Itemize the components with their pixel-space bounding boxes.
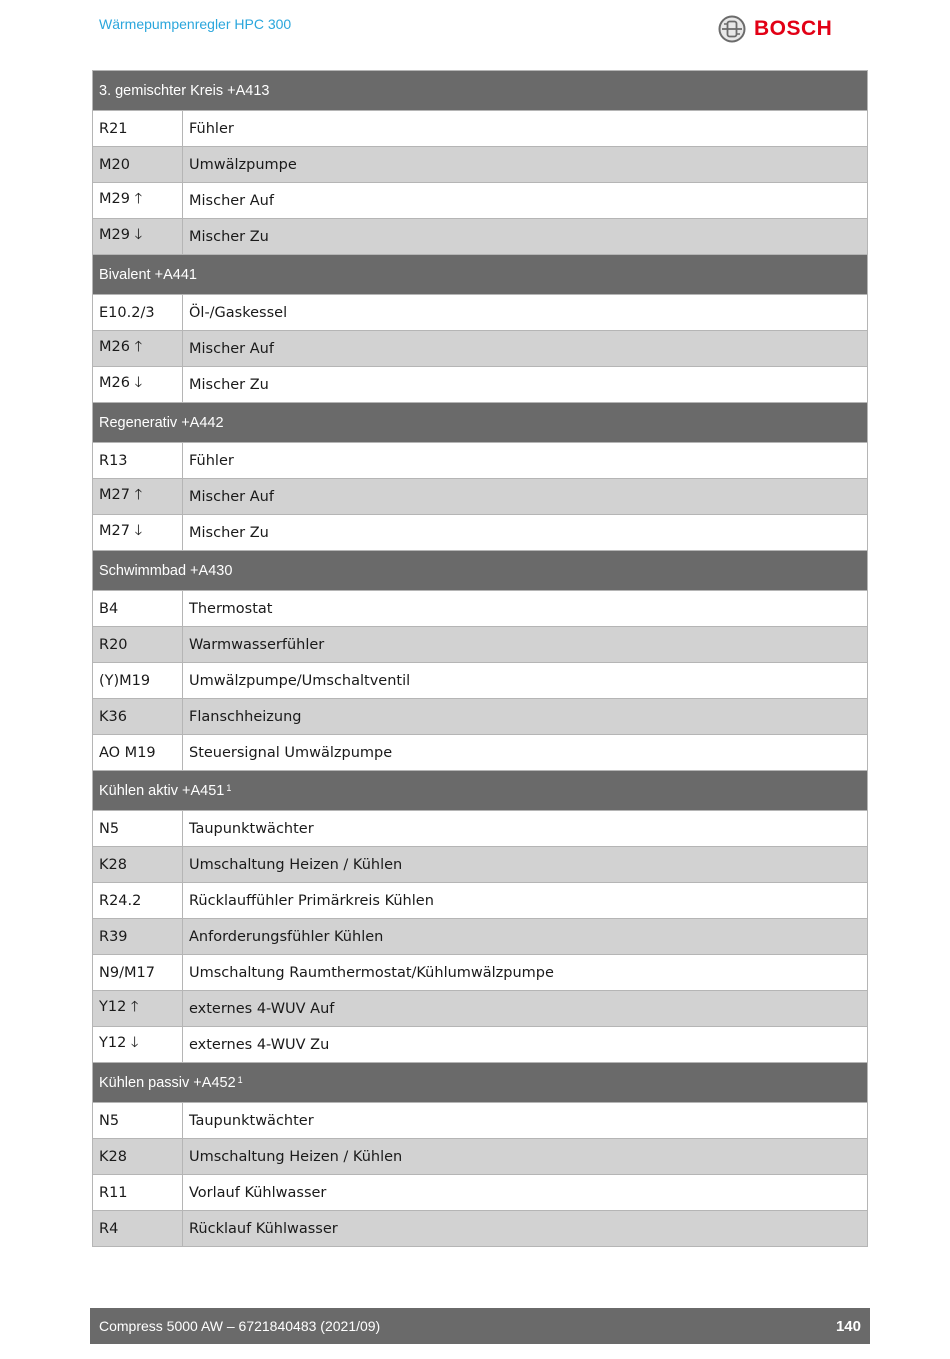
component-description: Rücklauf Kühlwasser xyxy=(189,1220,338,1237)
component-code: K28 xyxy=(93,847,183,882)
table-row xyxy=(92,811,868,847)
table-row xyxy=(92,1103,868,1139)
table-row xyxy=(92,111,868,147)
component-code: M29 🡓 xyxy=(93,219,183,254)
component-code: Y12 🡑 xyxy=(93,991,183,1026)
component-code: R21 xyxy=(93,111,183,146)
bosch-logo xyxy=(718,14,832,44)
section-header xyxy=(92,255,868,295)
footer-text: Compress 5000 AW – 6721840483 (2021/09) xyxy=(99,1318,381,1334)
page-footer xyxy=(90,1308,870,1344)
table-row xyxy=(92,147,868,183)
component-description: Thermostat xyxy=(189,600,273,617)
table-row xyxy=(92,479,868,515)
footnote-marker: 1 xyxy=(226,782,232,793)
component-description: Umwälzpumpe xyxy=(189,156,297,173)
footnote-marker: 1 xyxy=(237,1074,243,1085)
component-code: N5 xyxy=(93,1103,183,1138)
component-description: Umschaltung Heizen / Kühlen xyxy=(189,1148,403,1165)
component-table xyxy=(92,70,868,1247)
component-code: R24.2 xyxy=(93,883,183,918)
component-description: Umschaltung Raumthermostat/Kühlumwälzpumpe xyxy=(189,964,554,981)
table-row xyxy=(92,183,868,219)
component-description: Warmwasserfühler xyxy=(189,636,325,653)
table-row xyxy=(92,591,868,627)
component-description: Mischer Zu xyxy=(189,376,269,393)
doc-title: Wärmepumpenregler HPC 300 xyxy=(99,16,292,32)
section-title: Kühlen aktiv +A451 xyxy=(99,782,225,799)
component-code: R4 xyxy=(93,1211,183,1246)
table-row xyxy=(92,955,868,991)
component-description: Steuersignal Umwälzpumpe xyxy=(189,744,393,761)
component-description: Fühler xyxy=(189,452,234,469)
component-description: Umwälzpumpe/Umschaltventil xyxy=(189,672,411,689)
table-row xyxy=(92,847,868,883)
component-description: Umschaltung Heizen / Kühlen xyxy=(189,856,403,873)
table-row xyxy=(92,295,868,331)
component-description: externes 4-WUV Auf xyxy=(189,1000,335,1017)
section-title: Bivalent +A441 xyxy=(99,266,197,283)
component-code: N5 xyxy=(93,811,183,846)
component-description: Fühler xyxy=(189,120,234,137)
component-code: AO M19 xyxy=(93,735,183,770)
component-code: B4 xyxy=(93,591,183,626)
table-row xyxy=(92,367,868,403)
table-row xyxy=(92,699,868,735)
section-header xyxy=(92,1063,868,1103)
bosch-wordmark: BOSCH xyxy=(754,17,833,40)
component-description: externes 4-WUV Zu xyxy=(189,1036,330,1053)
component-code: E10.2/3 xyxy=(93,295,183,330)
component-code: M29 🡑 xyxy=(93,183,183,218)
section-title: Regenerativ +A442 xyxy=(99,414,224,431)
table-row xyxy=(92,627,868,663)
component-description: Taupunktwächter xyxy=(189,1112,314,1129)
bosch-armature-icon xyxy=(718,15,746,43)
component-code: Y12 🡓 xyxy=(93,1027,183,1062)
section-header xyxy=(92,551,868,591)
component-description: Taupunktwächter xyxy=(189,820,314,837)
table-row xyxy=(92,663,868,699)
table-row xyxy=(92,883,868,919)
component-code: M26 🡓 xyxy=(93,367,183,402)
table-row xyxy=(92,219,868,255)
section-title: Kühlen passiv +A452 xyxy=(99,1074,236,1091)
component-description: Anforderungsfühler Kühlen xyxy=(189,928,384,945)
component-code: R13 xyxy=(93,443,183,478)
component-code: R20 xyxy=(93,627,183,662)
component-description: Mischer Auf xyxy=(189,488,274,505)
component-description: Mischer Auf xyxy=(189,340,274,357)
component-code: N9/M17 xyxy=(93,955,183,990)
table-row xyxy=(92,443,868,479)
component-code: K28 xyxy=(93,1139,183,1174)
section-header xyxy=(92,771,868,811)
component-code: R39 xyxy=(93,919,183,954)
table-row xyxy=(92,515,868,551)
component-code: M27 🡑 xyxy=(93,479,183,514)
table-row xyxy=(92,1175,868,1211)
component-description: Vorlauf Kühlwasser xyxy=(189,1184,327,1201)
component-description: Mischer Zu xyxy=(189,524,269,541)
component-code: M27 🡓 xyxy=(93,515,183,550)
table-row xyxy=(92,1139,868,1175)
component-code: M20 xyxy=(93,147,183,182)
section-header xyxy=(92,403,868,443)
table-row xyxy=(92,735,868,771)
table-row xyxy=(92,991,868,1027)
component-description: Öl-/Gaskessel xyxy=(189,304,288,321)
component-code: M26 🡑 xyxy=(93,331,183,366)
component-description: Flanschheizung xyxy=(189,708,302,725)
table-row xyxy=(92,1211,868,1247)
component-description: Rücklauffühler Primärkreis Kühlen xyxy=(189,892,434,909)
component-description: Mischer Zu xyxy=(189,228,269,245)
component-code: (Y)M19 xyxy=(93,663,183,698)
component-code: K36 xyxy=(93,699,183,734)
section-title: Schwimmbad +A430 xyxy=(99,562,233,579)
page-number: 140 xyxy=(835,1317,861,1335)
component-description: Mischer Auf xyxy=(189,192,274,209)
section-header xyxy=(92,71,868,111)
table-row xyxy=(92,1027,868,1063)
component-code: R11 xyxy=(93,1175,183,1210)
table-row xyxy=(92,919,868,955)
section-title: 3. gemischter Kreis +A413 xyxy=(99,82,270,99)
table-row xyxy=(92,331,868,367)
